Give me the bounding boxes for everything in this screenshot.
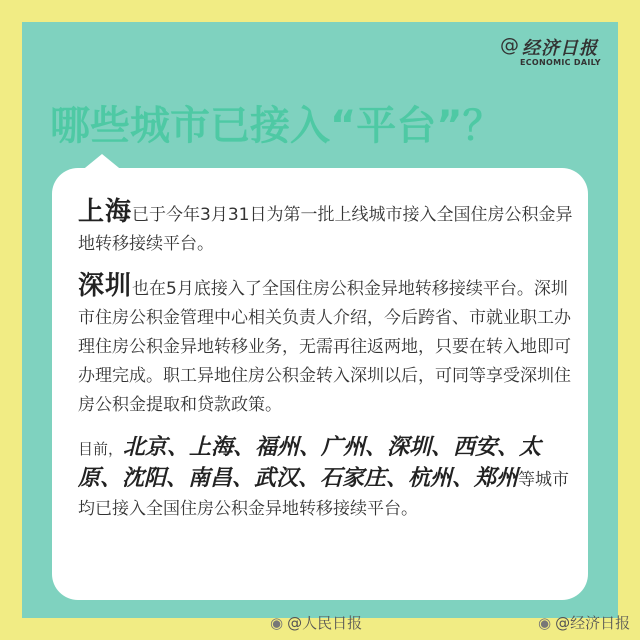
weibo-icon: ◉ [270, 614, 284, 632]
weibo-watermark-economic-daily [538, 612, 630, 633]
logo-name-cn: 经济日报 [522, 38, 598, 59]
weibo-icon: ◉ [538, 614, 552, 632]
paragraph-shenzhen [78, 272, 580, 420]
paragraph-lead-cities: 目前， [78, 440, 124, 458]
paragraph-lead-shanghai: 上海 [78, 197, 133, 227]
paragraph-shanghai [78, 198, 580, 259]
paragraph-text-cities: 等城市均已接入全国住房公积金异地转移接续平台。 [78, 470, 570, 519]
paragraph-text-shenzhen: 也在5月底接入了全国住房公积金异地转移接续平台。深圳市住房公积金管理中心相关负责人介绍，今后跨省、市就业职工办理住房公积金异地转移业务，无需再往返两地，只要在转入地即可办理完成。职工异地住房公积金转入深圳以后，可同等享受深圳住房公积金提取和贷款政策。 [78, 279, 571, 415]
weibo-handle-people-daily: @人民日报 [287, 614, 363, 632]
weibo-handle-economic-daily: @经济日报 [555, 614, 631, 632]
logo-name-en: ECONOMIC DAILY [520, 58, 601, 67]
paragraph-lead-shenzhen: 深圳 [78, 271, 133, 301]
paragraph-text-shanghai: 已于今年3月31日为第一批上线城市接入全国住房公积金异地转移接续平台。 [78, 205, 573, 254]
paragraph-cities [78, 433, 580, 524]
article-content [78, 198, 580, 537]
page-title: 哪些城市已接入“平台”？ [50, 103, 503, 149]
economic-daily-logo [500, 34, 608, 74]
at-icon: @ [500, 34, 519, 56]
weibo-watermark-people-daily [270, 612, 362, 633]
city-list: 北京、上海、福州、广州、深圳、西安、太原、沈阳、南昌、武汉、石家庄、杭州、郑州 [78, 435, 542, 491]
